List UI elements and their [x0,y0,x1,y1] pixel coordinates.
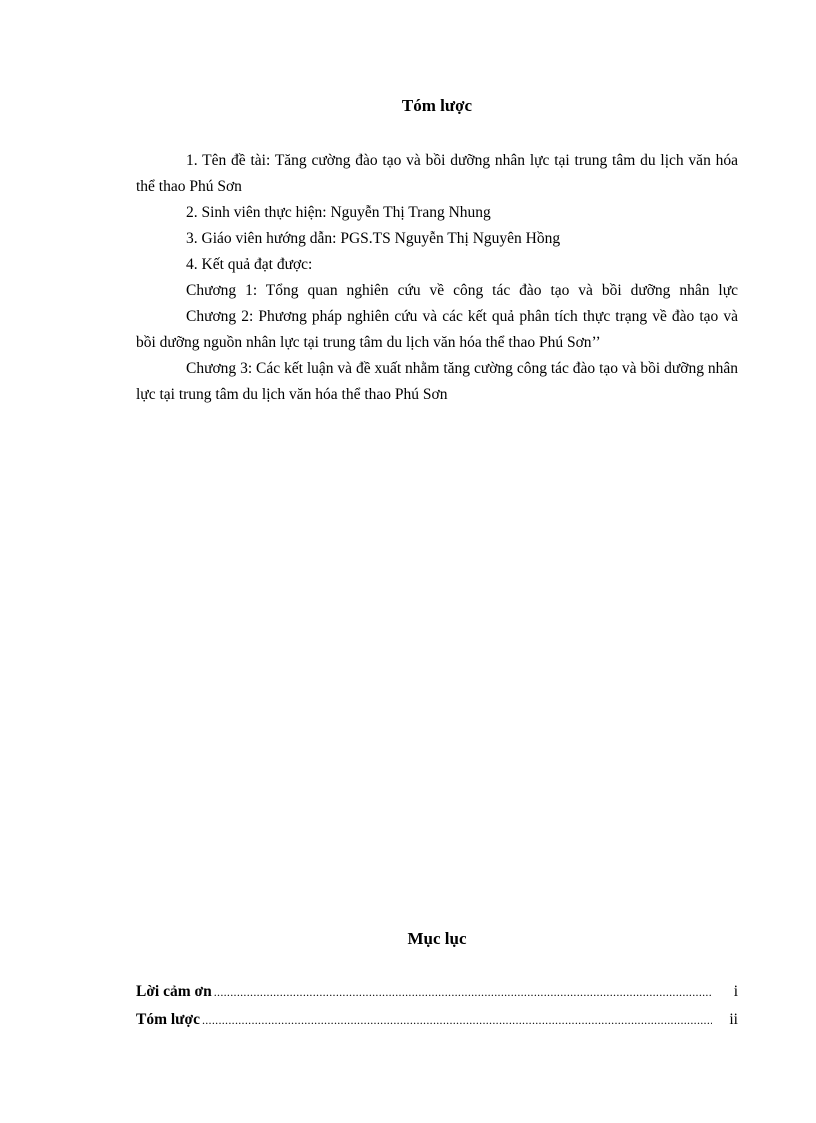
toc-leader-dots [214,985,712,1000]
toc-entry-page: ii [729,1011,738,1028]
toc-leader-dots [202,1013,712,1028]
summary-item-chapter-3: Chương 3: Các kết luận và đề xuất nhằm tăng cường công tác đào tạo và bồi dưỡng nhân lực tại trung tâm du lịch văn hóa thể thao Phú Sơn [136,360,738,403]
table-of-contents [136,983,738,1039]
toc-entry[interactable] [136,983,738,1011]
toc-entry-title: Tóm lược [136,1011,200,1028]
toc-entry[interactable] [136,1011,738,1039]
toc-entry-title: Lời cảm ơn [136,983,212,1000]
summary-item-topic: 1. Tên đề tài: Tăng cường đào tạo và bồi dưỡng nhân lực tại trung tâm du lịch văn hóa thể thao Phú Sơn [136,152,738,195]
toc-heading: Mục lục [407,929,467,948]
summary-item-chapter-2: Chương 2: Phương pháp nghiên cứu và các kết quả phân tích thực trạng về đào tạo và bồi dưỡng nguồn nhân lực tại trung tâm du lịch văn hóa thể thao Phú Sơn’’ [136,308,738,351]
summary-item-chapter-1: Chương 1: Tổng quan nghiên cứu về công tác đào tạo và bồi dưỡng nhân lực [186,282,738,299]
summary-item-advisor: 3. Giáo viên hướng dẫn: PGS.TS Nguyễn Thị Nguyên Hồng [186,230,561,247]
summary-heading: Tóm lược [401,96,473,115]
summary-body [136,148,738,408]
summary-item-student: 2. Sinh viên thực hiện: Nguyễn Thị Trang Nhung [186,204,491,221]
summary-item-results: 4. Kết quả đạt được: [186,256,313,273]
toc-entry-page: i [733,983,738,1000]
